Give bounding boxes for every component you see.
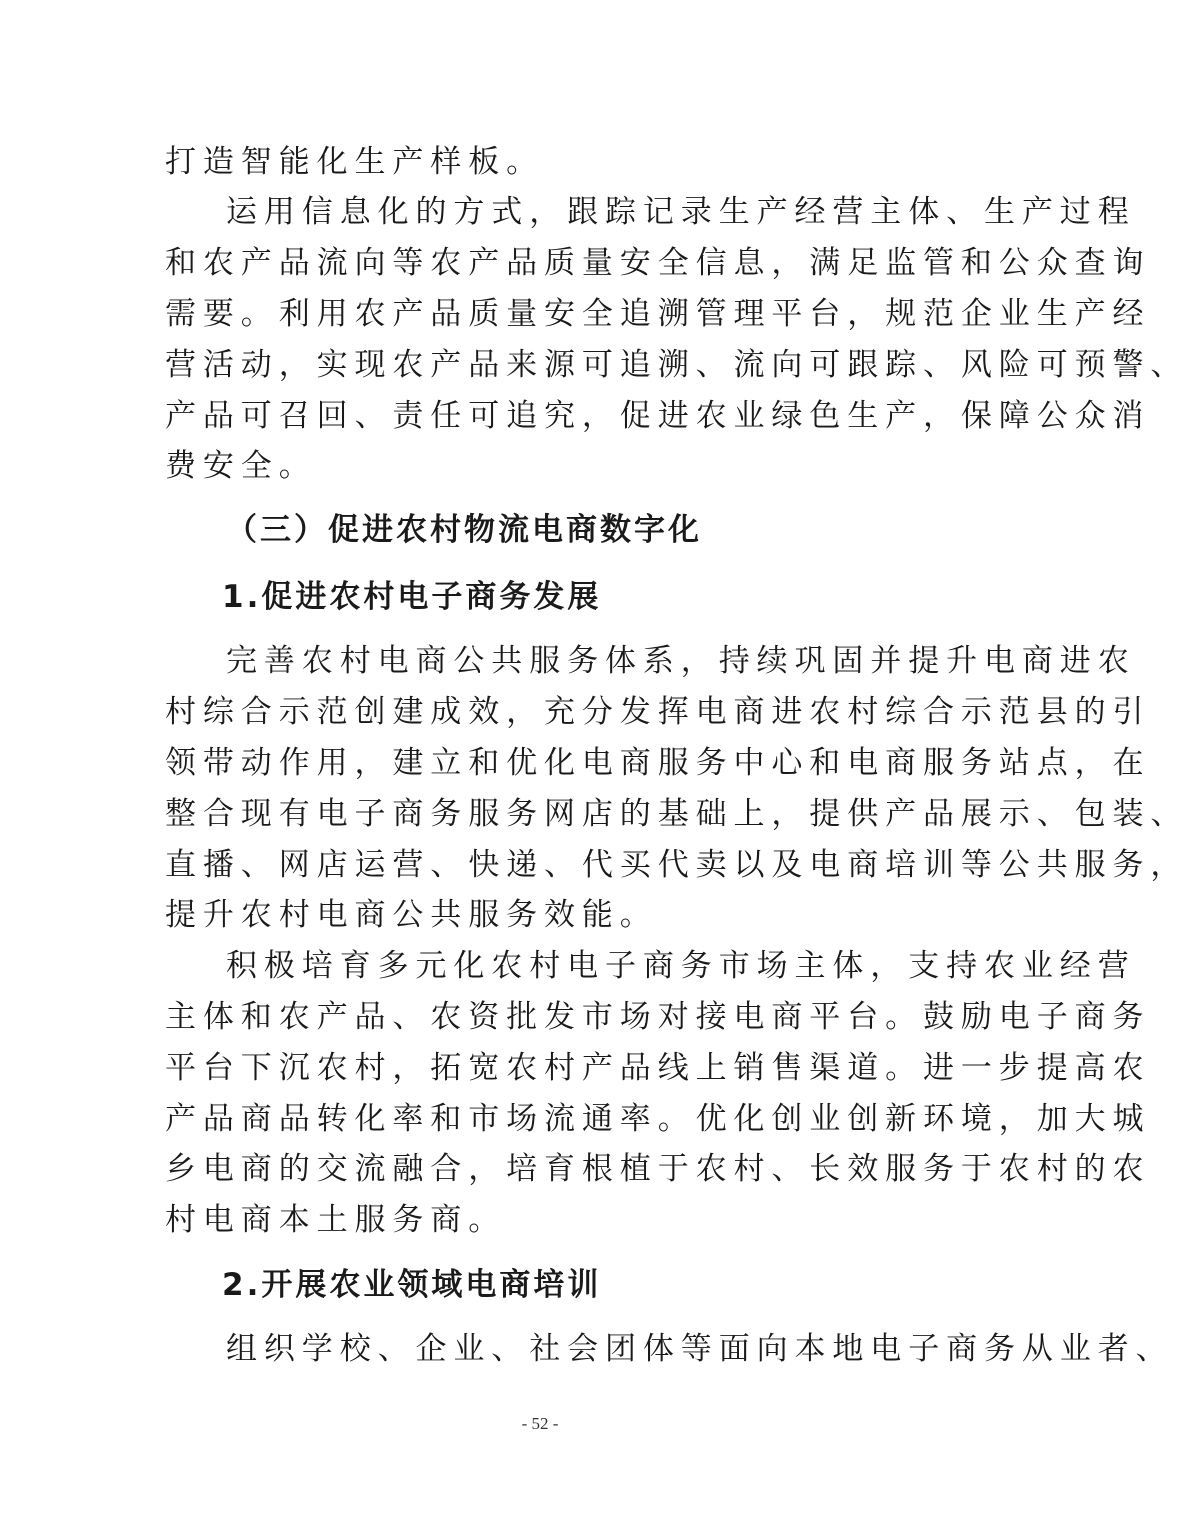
text-line: 平台下沉农村，拓宽农村产品线上销售渠道。进一步提高农: [165, 1050, 1151, 1086]
text-line: 组织学校、企业、社会团体等面向本地电子商务从业者、: [226, 1331, 1174, 1367]
text-line: 运用信息化的方式，跟踪记录生产经营主体、生产过程: [226, 194, 1136, 230]
text-line: 直播、网店运营、快递、代买代卖以及电商培训等公共服务，: [165, 847, 1188, 883]
subsection-heading: 1.促进农村电子商务发展: [222, 579, 602, 615]
text-line: 整合现有电子商务服务网店的基础上，提供产品展示、包装、: [165, 796, 1188, 832]
text-line: 主体和农产品、农资批发市场对接电商平台。鼓励电子商务: [165, 999, 1151, 1035]
text-line: 需要。利用农产品质量安全追溯管理平台，规范企业生产经: [165, 296, 1151, 332]
subsection-heading: 2.开展农业领域电商培训: [222, 1267, 602, 1303]
text-line: 乡电商的交流融合，培育根植于农村、长效服务于农村的农: [165, 1151, 1151, 1187]
page-number: - 52 -: [521, 1414, 559, 1433]
text-line: 村综合示范创建成效，充分发挥电商进农村综合示范县的引: [165, 694, 1151, 730]
text-line: 产品商品转化率和市场流通率。优化创业创新环境，加大城: [165, 1101, 1151, 1137]
text-line: 和农产品流向等农产品质量安全信息，满足监管和公众查询: [165, 245, 1151, 281]
text-line: 营活动，实现农产品来源可追溯、流向可跟踪、风险可预警、: [165, 347, 1188, 383]
text-line: 打造智能化生产样板。: [165, 144, 544, 180]
text-line: 产品可召回、责任可追究，促进农业绿色生产，保障公众消: [165, 398, 1151, 434]
text-line: 领带动作用，建立和优化电商服务中心和电商服务站点，在: [165, 745, 1151, 781]
text-line: 积极培育多元化农村电子商务市场主体，支持农业经营: [226, 948, 1136, 984]
text-line: 费安全。: [165, 448, 317, 484]
text-line: 村电商本土服务商。: [165, 1202, 507, 1238]
text-line: 完善农村电商公共服务体系，持续巩固并提升电商进农: [226, 643, 1136, 679]
text-line: 提升农村电商公共服务效能。: [165, 897, 658, 933]
section-heading: （三）促进农村物流电商数字化: [226, 512, 702, 548]
